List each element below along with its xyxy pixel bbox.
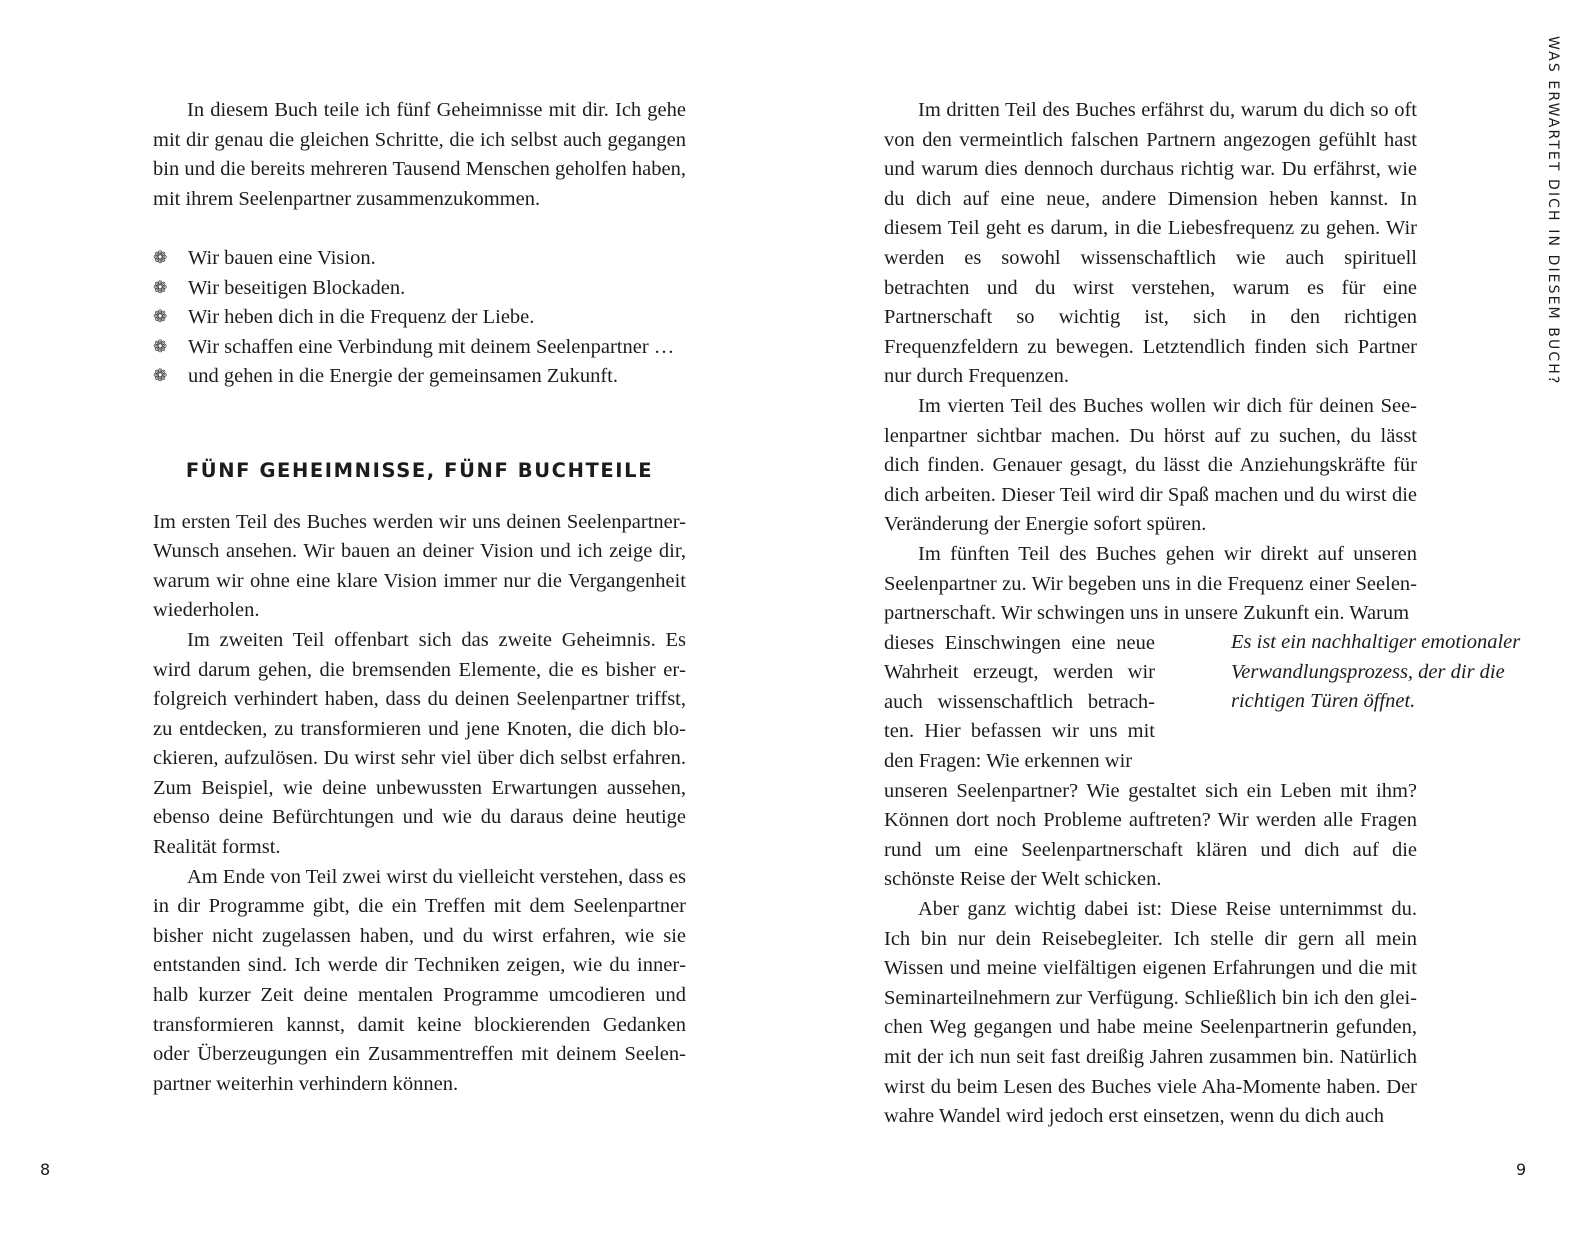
list-item: ❁ Wir bauen eine Vision. xyxy=(153,244,686,274)
list-item: ❁ Wir schaffen eine Verbindung mit deinem Seelenpartner … xyxy=(153,333,686,363)
list-item: ❁ und gehen in die Energie der gemeinsamen Zukunft. xyxy=(153,362,686,392)
page-number-left: 8 xyxy=(40,1160,51,1179)
flower-ornament-icon: ❁ xyxy=(153,277,168,298)
left-text-column xyxy=(153,96,686,1099)
flower-ornament-icon: ❁ xyxy=(153,336,168,357)
flower-ornament-icon: ❁ xyxy=(153,247,168,268)
running-header: WAS ERWARTET DICH IN DIESEM BUCH? xyxy=(1545,36,1561,386)
secrets-list xyxy=(153,244,686,392)
body-paragraph: Im fünften Teil des Buches gehen wir direkt auf unseren Seelenpartner zu. Wir begeben uns in die Frequenz einer Seelenpartnerschaft. Wir schwingen uns in unsere Zukunft ein. Warum xyxy=(884,542,1417,625)
body-paragraph: unseren Seelenpartner? Wie gestaltet sich ein Leben mit ihm? Können dort noch Probleme auftreten? Wir werden alle Fragen rund um eine Seelenpartnerschaft klären und dich auf die schönste Reise der Welt schicken. xyxy=(884,779,1417,891)
pull-quote: Es ist ein nachhaltiger emotionaler Verwandlungsprozess, der dir die richtigen Türen öffnet. xyxy=(1231,631,1521,713)
body-paragraph-wrapped: dieses Einschwingen eine neue Wahrheit erzeugt, werden wir auch wissenschaftlich betrachten. Hier befassen wir uns mit den Fragen: Wie erkennen wir xyxy=(884,631,1155,773)
body-paragraph: Im vierten Teil des Buches wollen wir dich für deinen Seelenpartner sichtbar machen. Du hörst auf zu suchen, du lässt dich finden. Genauer gesagt, du lässt die Anziehungskräfte für dich arbeiten. Dieser Teil wird dir Spaß machen und du wirst die Veränderung der Energie sofort spüren. xyxy=(884,394,1417,536)
body-paragraph: Im ersten Teil des Buches werden wir uns deinen Seelenpartner-Wunsch ansehen. Wir bauen an deiner Vision und ich zeige dir, warum wir ohne eine klare Vision immer nur die Vergangenheit wiederholen. xyxy=(153,510,686,622)
intro-paragraph: In diesem Buch teile ich fünf Geheimnisse mit dir. Ich gehe mit dir genau die gleichen Schritte, die ich selbst auch gegangen bin und die bereits mehreren Tausend Menschen geholfen haben, mit ihrem Seelenpartner zusammenzukommen. xyxy=(153,99,686,210)
body-paragraph: Aber ganz wichtig dabei ist: Diese Reise unternimmst du. Ich bin nur dein Reisebegleiter. Ich stelle dir gern all mein Wissen und meine vielfältigen eigenen Erfahrungen und die mit Seminarteilnehmern zur Verfügung. Schließlich bin ich den gleichen Weg gegangen und habe meine Seelenpartnerin gefunden, mit der ich nun seit fast dreißig Jahren zusammen bin. Natürlich wirst du beim Lesen des Buches viele Aha-Momente haben. Der wahre Wandel wird jedoch erst einsetzen, wenn du dich auch xyxy=(884,898,1417,1128)
list-item: ❁ Wir beseitigen Blockaden. xyxy=(153,274,686,304)
body-paragraph: Im dritten Teil des Buches erfährst du, warum du dich so oft von den vermeintlich falschen Partnern angezogen gefühlt hast und warum dies dennoch durchaus richtig war. Du erfährst, wie du dich auf eine neue, andere Dimension heben kannst. In diesem Teil geht es darum, in die Liebesfrequenz zu gehen. Wir werden es sowohl wissenschaftlich wie auch spirituell betrachten und du wirst verstehen, warum es für eine Partnerschaft so wichtig ist, sich in den richtigen Frequenzfeldern zu bewegen. Letztendlich finden sich Partner nur durch Frequenzen. xyxy=(884,99,1417,388)
section-heading: FÜNF GEHEIMNISSE, FÜNF BUCHTEILE xyxy=(185,458,654,482)
body-paragraph: Im zweiten Teil offenbart sich das zweite Geheimnis. Es wird darum gehen, die bremsenden Elemente, die es bisher erfolgreich verhindert haben, dass du deinen Seelenpartner triffst, zu entdecken, zu transformieren und jene Knoten, die dich blockieren, aufzulösen. Du wirst sehr viel über dich selbst erfahren. Zum Beispiel, wie deine unbewussten Erwartungen aussehen, ebenso deine Befürchtungen und wie du daraus deine heutige Realität formst. xyxy=(153,628,686,859)
flower-ornament-icon: ❁ xyxy=(153,366,168,387)
body-paragraph: Am Ende von Teil zwei wirst du vielleicht verstehen, dass es in dir Programme gibt, die ein Treffen mit dem Seelenpartner bisher nicht zugelassen haben, und du wirst erfahren, wie sie entstanden sind. Ich werde dir Techniken zeigen, wie du innerhalb kurzer Zeit deine mentalen Programme umcodieren und transformieren kannst, damit keine blockierenden Gedanken oder Überzeugungen ein Zusammentreffen mit deinem Seelenpartner weiterhin verhindern können. xyxy=(153,865,686,1095)
right-text-column xyxy=(884,96,1417,1132)
list-item: ❁ Wir heben dich in die Frequenz der Liebe. xyxy=(153,303,686,333)
page-number-right: 9 xyxy=(1516,1160,1527,1179)
flower-ornament-icon: ❁ xyxy=(153,307,168,328)
